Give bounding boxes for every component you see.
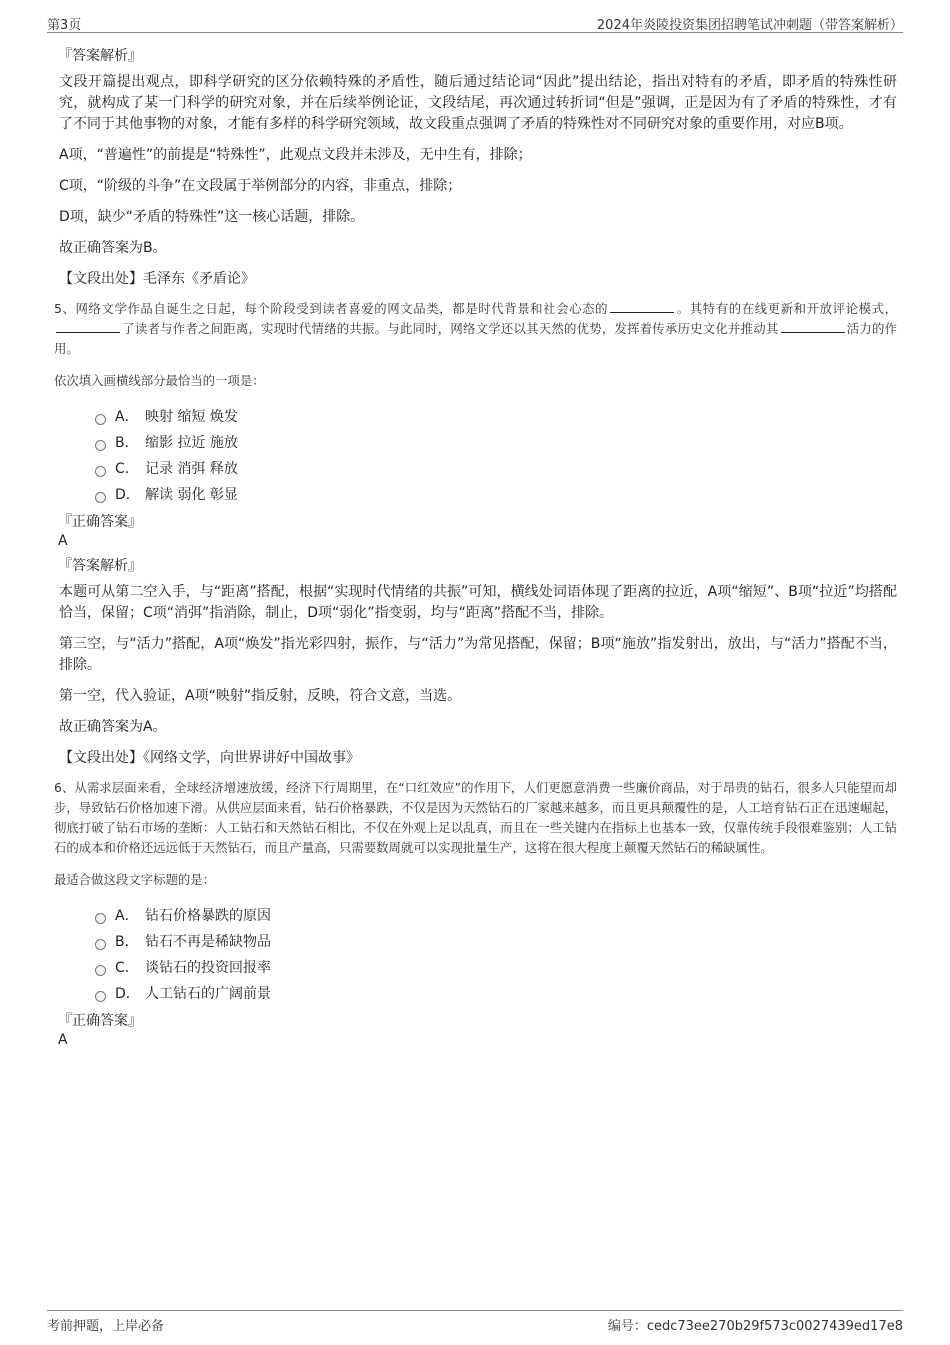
radio-button-icon[interactable] [95,965,106,976]
analysis-paragraph: 文段开篇提出观点，即科学研究的区分依赖特殊的矛盾性，随后通过结论词“因此”提出结论，指出对特有的矛盾，即矛盾的特殊性研究，就构成了某一门科学的研究对象，并在后续举例论证，文段结尾，再次通过转折词“但是”强调，正是因为有了矛盾的特殊性，才有了不同于其他事物的对象，才能有多样的科学研究领域，故文段重点强调了矛盾的特殊性对不同研究对象的重要作用，对应B项。 [59,74,897,132]
question-5-prompt: 依次填入画横线部分最恰当的一项是： [54,373,265,388]
page-number: 第3页 [47,18,82,33]
correct-answer-value: A [58,1032,68,1048]
question-6-prompt: 最适合做这段文字标题的是： [54,872,216,887]
option-d[interactable]: D． 人工钻石的广阔前景 [95,980,897,1006]
option-a[interactable]: A． 映射 缩短 焕发 [95,403,897,429]
question-5-options [95,403,897,507]
source-citation: 【文段出处】《网络文学，向世界讲好中国故事》 [59,750,360,766]
page-footer [47,1310,903,1333]
analysis-paragraph: 故正确答案为B。 [59,240,167,256]
source-citation: 【文段出处】毛泽东《矛盾论》 [59,271,255,287]
analysis-label: 『答案解析』 [58,558,142,574]
option-c[interactable]: C． 记录 消弭 释放 [95,455,897,481]
option-a[interactable]: A． 钻石价格暴跌的原因 [95,902,897,928]
analysis-paragraph: A项，“普遍性”的前提是“特殊性”，此观点文段并未涉及，无中生有，排除； [59,147,532,163]
correct-answer-label: 『正确答案』 [58,1013,142,1029]
radio-button-icon[interactable] [95,913,106,924]
radio-button-icon[interactable] [95,414,106,425]
document-title: 2024年炎陵投资集团招聘笔试冲刺题（带答案解析） [596,18,903,33]
analysis-paragraph: 第一空，代入验证，A项“映射”指反射，反映，符合文意，当选。 [59,688,462,704]
option-d[interactable]: D． 解读 弱化 彰显 [95,481,897,507]
analysis-label: 『答案解析』 [58,48,142,64]
radio-button-icon[interactable] [95,466,106,477]
analysis-paragraph: C项，“阶级的斗争”在文段属于举例部分的内容，非重点，排除； [59,178,462,194]
analysis-paragraph: 本题可从第二空入手，与“距离”搭配，根据“实现时代情绪的共振”可知，横线处词语体现了距离的拉近，A项“缩短”、B项“拉近”均搭配恰当，保留；C项“消弭”指消除，制止，D项“弱化”指变弱，均与“距离”搭配不当，排除。 [59,584,897,621]
footer-note: 考前押题，上岸必备 [47,1319,165,1334]
answer-blank [610,300,674,313]
option-b[interactable]: B． 缩影 拉近 施放 [95,429,897,455]
radio-button-icon[interactable] [95,440,106,451]
analysis-paragraph: D项，缺少“矛盾的特殊性”这一核心话题，排除。 [59,209,365,225]
correct-answer-label: 『正确答案』 [58,514,142,530]
analysis-paragraph: 第三空，与“活力”搭配，A项“焕发”指光彩四射，振作，与“活力”为常见搭配，保留；B项“施放”指发射出，放出，与“活力”搭配不当，排除。 [59,636,897,673]
radio-button-icon[interactable] [95,991,106,1002]
page-content [54,46,897,1050]
option-c[interactable]: C． 谈钻石的投资回报率 [95,954,897,980]
correct-answer-value: A [58,533,68,549]
page-header [47,12,903,33]
radio-button-icon[interactable] [95,939,106,950]
option-b[interactable]: B． 钻石不再是稀缺物品 [95,928,897,954]
analysis-paragraph: 故正确答案为A。 [59,719,167,735]
question-6-options [95,902,897,1006]
radio-button-icon[interactable] [95,492,106,503]
document-code: 编号：cedc73ee270b29f573c0027439ed17e8 [607,1319,903,1334]
question-5-text: 5、网络文学作品自诞生之日起，每个阶段受到读者喜爱的网文品类，都是时代背景和社会心态的 。其特有的在线更新和开放评论模式，了读者与作者之间距离，实现时代情绪的共振。与此同时，网络文学还以其天然的优势，发挥着传承历史文化并推动其 活力的作用。 [54,301,897,356]
question-6-text: 6、从需求层面来看，全球经济增速放缓，经济下行周期里，在“口红效应”的作用下，人们更愿意消费一些廉价商品，对于昂贵的钻石，很多人只能望而却步，导致钻石价格加速下滑。从供应层面来看，钻石价格暴跌，不仅是因为天然钻石的厂家越来越多，而且更具颠覆性的是，人工培育钻石正在迅速崛起，彻底打破了钻石市场的垄断：人工钻石和天然钻石相比，不仅在外观上足以乱真，而且在一些关键内在指标上也基本一致，仅靠传统手段很难鉴别；人工钻石的成本和价格还远远低于天然钻石，而且产量高，只需要数周就可以实现批量生产，这将在很大程度上颠覆天然钻石的稀缺属性。 [54,780,897,855]
answer-blank [781,320,845,333]
answer-blank [56,320,120,333]
